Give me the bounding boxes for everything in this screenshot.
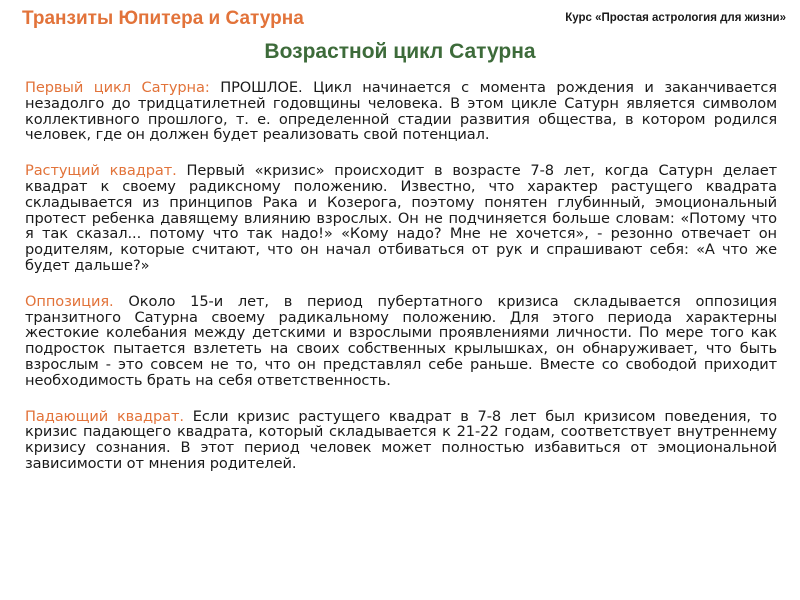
paragraph-text: Если кризис растущего квадрат в 7-8 лет был кризисом поведения, то кризис падающего квадрата, который складывается к 21-22 годам, соответствует внутреннему кризису сознания. В этот период человек может полностью избавиться от эмоциональной зависимости от мнения родителей.	[25, 407, 777, 472]
paragraph-waxing-square	[25, 163, 777, 274]
paragraph-heading: Растущий квадрат.	[25, 162, 177, 180]
slide-title: Возрастной цикл Сатурна	[264, 40, 536, 63]
paragraph-text: Первый «кризис» происходит в возрасте 7-8 лет, когда Сатурн делает квадрат к своему радиксному положению. Известно, что характер растущего квадрата складывается из принципов Рака и Козерога, поэтому понятен глубинный, эмоциональный протест ребенка давящему влиянию взрослых. Он не подчиняется больше словам: «Потому что я так сказал... потому что так надо!» «Кому надо? Мне не хочется», - резонно отвечает он родителям, которые считают, что он начал отбиваться от рук и спрашивают себя: «А что же будет дальше?»	[25, 162, 778, 274]
paragraph-first-cycle	[25, 80, 777, 143]
paragraph-text: Около 15-и лет, в период пубертатного кризиса складывается оппозиция транзитного Сатурна своему радикальному положению. Для этого периода характерны жестокие колебания между детскими и взрослыми проявлениями личности. По мере того как подросток пытается взлететь на своих собственных крылышках, он обнаруживает, что быть взрослым - это совсем не то, что он представлял себе раньше. Вместе со свободой приходит необходимость брать на себя ответственность.	[25, 292, 777, 389]
header-title: Транзиты Юпитера и Сатурна	[22, 8, 304, 29]
paragraph-heading: Падающий квадрат.	[25, 407, 184, 425]
course-name: Курс «Простая астрология для жизни»	[565, 12, 786, 24]
content-body	[25, 80, 777, 492]
paragraph-text: ПРОШЛОЕ. Цикл начинается с момента рождения и заканчивается незадолго до тридцатилетней годовщины человека. В этом цикле Сатурн является символом коллективного прошлого, т. е. определенной стадии развития общества, в котором родился человек, где он должен будет реализовать свой потенциал.	[25, 79, 777, 144]
paragraph-waning-square	[25, 409, 777, 472]
paragraph-heading: Оппозиция.	[25, 292, 114, 310]
paragraph-opposition	[25, 294, 777, 389]
paragraph-heading: Первый цикл Сатурна:	[25, 79, 210, 96]
